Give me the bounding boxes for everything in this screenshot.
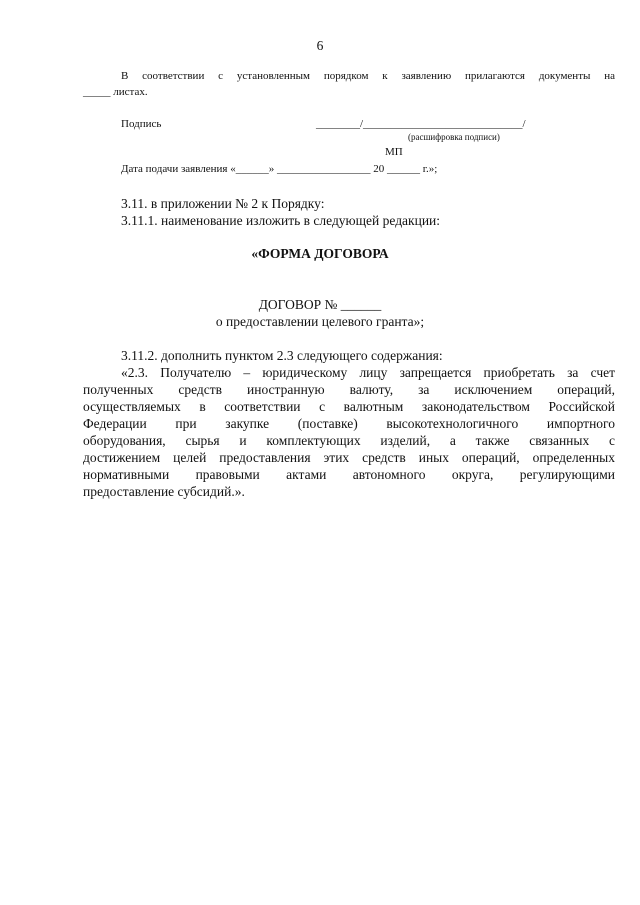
clause-2-3-line: нормативными правовыми актами автономного округа, регулирующими	[83, 467, 615, 482]
clause-2-3-line: «2.3. Получателю – юридическому лицу запрещается приобретать за счет	[121, 365, 615, 380]
form-title: «ФОРМА ДОГОВОРА	[251, 246, 389, 261]
submission-date-line: Дата подачи заявления «______» _________________ 20 ______ г.»;	[121, 163, 438, 175]
clause-3-11: 3.11. в приложении № 2 к Порядку:	[121, 196, 325, 211]
attachments-line-2: _____ листах.	[83, 86, 148, 98]
contract-title: ДОГОВОР № ______	[258, 297, 382, 312]
signature-label: Подпись	[121, 118, 162, 130]
page-number: 6	[316, 38, 324, 53]
clause-2-3-line: полученных средств иностранную валюту, за исключением операций,	[83, 382, 615, 397]
clause-2-3-line: Федерации при закупке (поставке) высокотехнологичного импортного	[83, 416, 615, 431]
attachments-line-1: В соответствии с установленным порядком к заявлению прилагаются документы на	[121, 70, 615, 82]
clause-2-3-line: достижением целей предоставления этих средств иных операций, определенных	[83, 450, 615, 465]
clause-2-3-line: осуществляемых в соответствии с валютным законодательством Российской	[83, 399, 615, 414]
stamp-label: МП	[385, 146, 403, 158]
clause-2-3-line: оборудования, сырья и комплектующих изделий, а также связанных с	[83, 433, 615, 448]
clause-3-11-2: 3.11.2. дополнить пунктом 2.3 следующего содержания:	[121, 348, 443, 363]
clause-2-3-line: предоставление субсидий.».	[83, 484, 245, 499]
clause-3-11-1: 3.11.1. наименование изложить в следующей редакции:	[121, 213, 441, 228]
contract-subtitle: о предоставлении целевого гранта»;	[215, 314, 425, 329]
signature-field: ________/_____________________________/	[316, 118, 526, 130]
signature-decode-caption: (расшифровка подписи)	[408, 132, 500, 142]
